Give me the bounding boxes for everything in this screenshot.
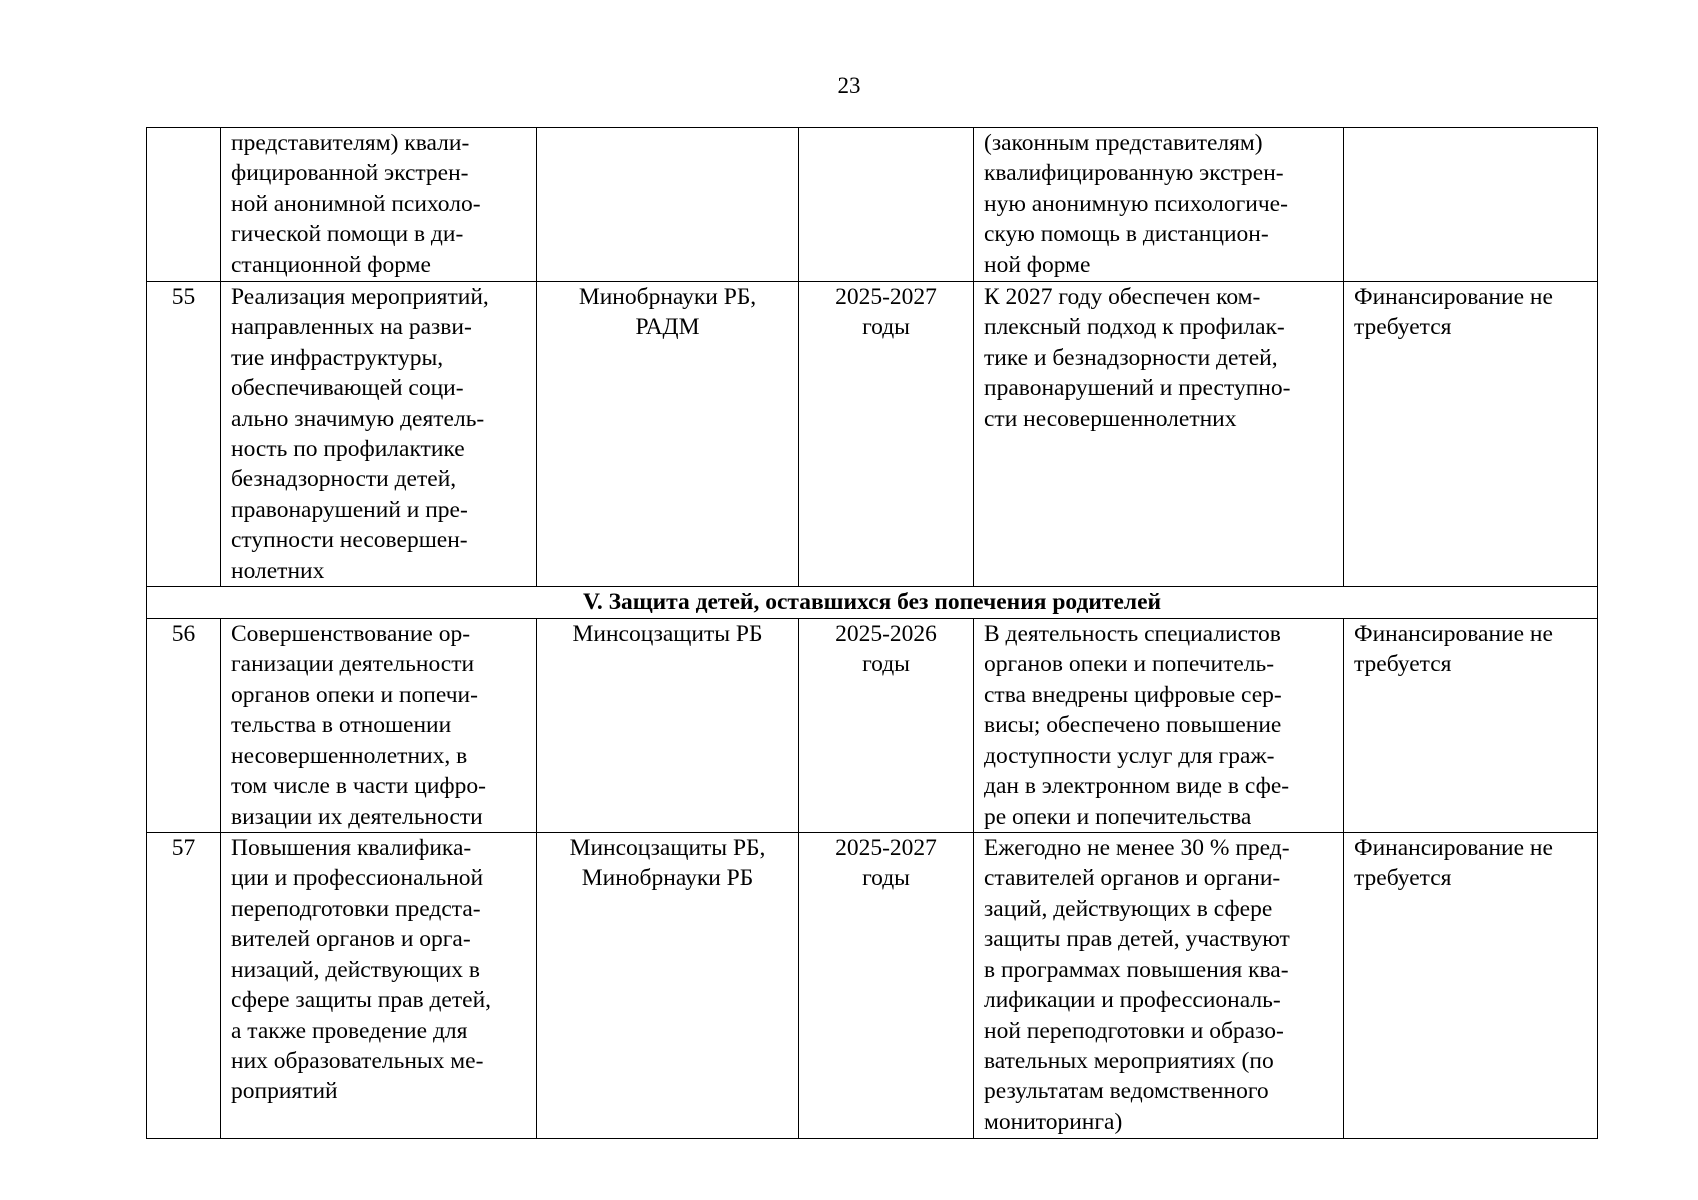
measure-cell: представителям) квали- фицированной экстрен- ной анонимной психоло- гической помощи в ди- станционной форме xyxy=(221,128,537,282)
financing-cell xyxy=(1344,128,1598,282)
result-cell: В деятельность специалистов органов опеки и попечитель- ства внедрены цифровые сер- висы; обеспечено повышение доступности услуг для граж- дан в электронном виде в сфе- ре опеки и попечительства xyxy=(974,619,1344,833)
result-cell: (законным представителям) квалифицированную экстрен- ную анонимную психологиче- скую помощь в дистанцион- ной форме xyxy=(974,128,1344,282)
term-cell: 2025-2026 годы xyxy=(799,619,974,833)
row-number xyxy=(147,128,221,282)
measures-table xyxy=(146,127,1598,1139)
table-row xyxy=(147,619,1598,833)
term-cell xyxy=(799,128,974,282)
financing-cell: Финансирование не требуется xyxy=(1344,833,1598,1139)
section-row xyxy=(147,587,1598,619)
table-row xyxy=(147,282,1598,587)
financing-cell: Финансирование не требуется xyxy=(1344,619,1598,833)
executors-cell: Минобрнауки РБ, РАДМ xyxy=(537,282,799,587)
term-cell: 2025-2027 годы xyxy=(799,282,974,587)
table-row xyxy=(147,128,1598,282)
measure-cell: Повышения квалифика- ции и профессиональной переподготовки предста- вителей органов и орга- низаций, действующих в сфере защиты прав детей, а также проведение для них образовательных ме- роприятий xyxy=(221,833,537,1139)
row-number: 57 xyxy=(147,833,221,1139)
section-title: V. Защита детей, оставшихся без попечения родителей xyxy=(147,587,1598,619)
measure-cell: Совершенствование ор- ганизации деятельности органов опеки и попечи- тельства в отношении несовершеннолетних, в том числе в части цифро- визации их деятельности xyxy=(221,619,537,833)
financing-cell: Финансирование не требуется xyxy=(1344,282,1598,587)
table-row xyxy=(147,833,1598,1139)
executors-cell xyxy=(537,128,799,282)
result-cell: Ежегодно не менее 30 % пред- ставителей органов и органи- заций, действующих в сфере защиты прав детей, участвуют в программах повышения ква- лификации и профессиональ- ной переподготовки и образо- вательных мероприятиях (по результатам ведомственного мониторинга) xyxy=(974,833,1344,1139)
measure-cell: Реализация мероприятий, направленных на разви- тие инфраструктуры, обеспечивающей соци- ально значимую деятель- ность по профилактике безнадзорности детей, правонарушений и пре- ступности несовершен- нолетних xyxy=(221,282,537,587)
executors-cell: Минсоцзащиты РБ xyxy=(537,619,799,833)
row-number: 56 xyxy=(147,619,221,833)
term-cell: 2025-2027 годы xyxy=(799,833,974,1139)
row-number: 55 xyxy=(147,282,221,587)
result-cell: К 2027 году обеспечен ком- плексный подход к профилак- тике и безнадзорности детей, правонарушений и преступно- сти несовершеннолетних xyxy=(974,282,1344,587)
page-number: 23 xyxy=(837,73,861,98)
executors-cell: Минсоцзащиты РБ, Минобрнауки РБ xyxy=(537,833,799,1139)
